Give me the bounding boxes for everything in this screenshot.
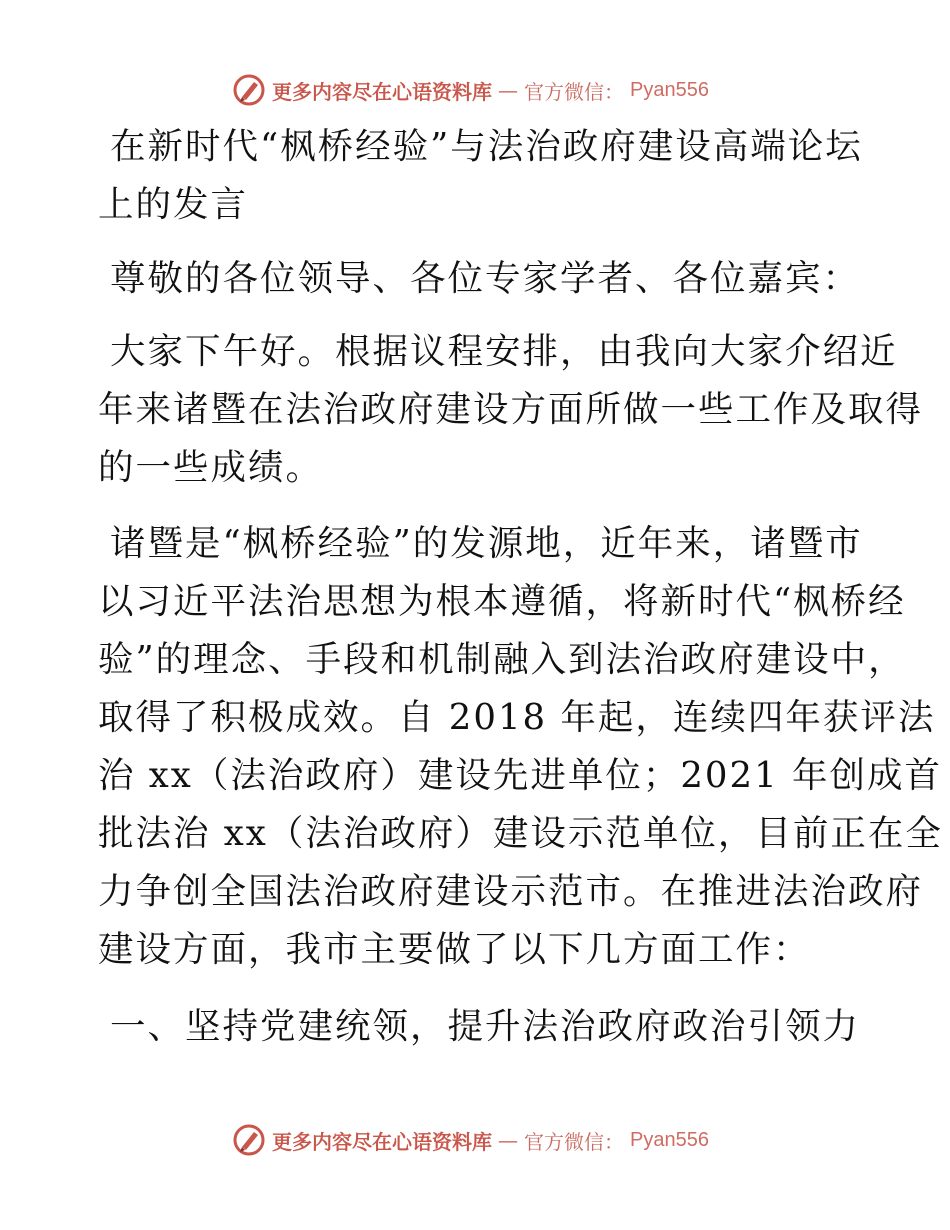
paragraph-line: 诸暨是“枫桥经验”的发源地，近年来，诸暨市 (110, 523, 863, 564)
paragraph-line: 的一些成绩。 (98, 447, 324, 488)
title-line: 上的发言 (98, 184, 249, 225)
pen-logo-icon (232, 1123, 266, 1157)
paragraph-line: 批法治 xx（法治政府）建设示范单位，目前正在全 (98, 813, 943, 854)
paragraph-line: 验”的理念、手段和机制融入到法治政府建设中， (98, 639, 906, 680)
banner-separator: — (498, 78, 518, 102)
title-line: 在新时代“枫桥经验”与法治政府建设高端论坛 (110, 126, 863, 167)
heading-line: 一、坚持党建统领，提升法治政府政治引领力 (110, 1006, 861, 1047)
salutation (98, 250, 868, 308)
paragraph-line: 建设方面，我市主要做了以下几方面工作： (98, 929, 811, 970)
header-watermark-banner (232, 72, 709, 108)
banner-wechat-id: Pyan556 (630, 78, 709, 101)
paragraph-1 (98, 323, 924, 497)
banner-main-text: 更多内容尽在心语资料库 (272, 1129, 492, 1154)
paragraph-line: 治 xx（法治政府）建设先进单位；2021 年创成首 (98, 755, 942, 796)
salutation-line: 尊敬的各位领导、各位专家学者、各位嘉宾： (110, 258, 861, 299)
paragraph-line: 取得了积极成效。自 2018 年起，连续四年获评法 (98, 697, 936, 738)
footer-watermark-banner (232, 1122, 709, 1158)
paragraph-line: 力争创全国法治政府建设示范市。在推进法治政府 (98, 871, 924, 912)
paragraph-line: 年来诸暨在法治政府建设方面所做一些工作及取得 (98, 389, 924, 430)
banner-separator: — (498, 1128, 518, 1152)
document-title (98, 118, 868, 234)
paragraph-2 (98, 515, 943, 979)
banner-wechat-label: 官方微信： (524, 79, 624, 104)
pen-logo-icon (232, 73, 266, 107)
paragraph-line: 以习近平法治思想为根本遵循，将新时代“枫桥经 (98, 581, 906, 622)
section-heading-1 (98, 998, 868, 1056)
paragraph-line: 大家下午好。根据议程安排，由我向大家介绍近 (110, 331, 898, 372)
banner-wechat-label: 官方微信： (524, 1129, 624, 1154)
banner-wechat-id: Pyan556 (630, 1128, 709, 1151)
banner-main-text: 更多内容尽在心语资料库 (272, 79, 492, 104)
